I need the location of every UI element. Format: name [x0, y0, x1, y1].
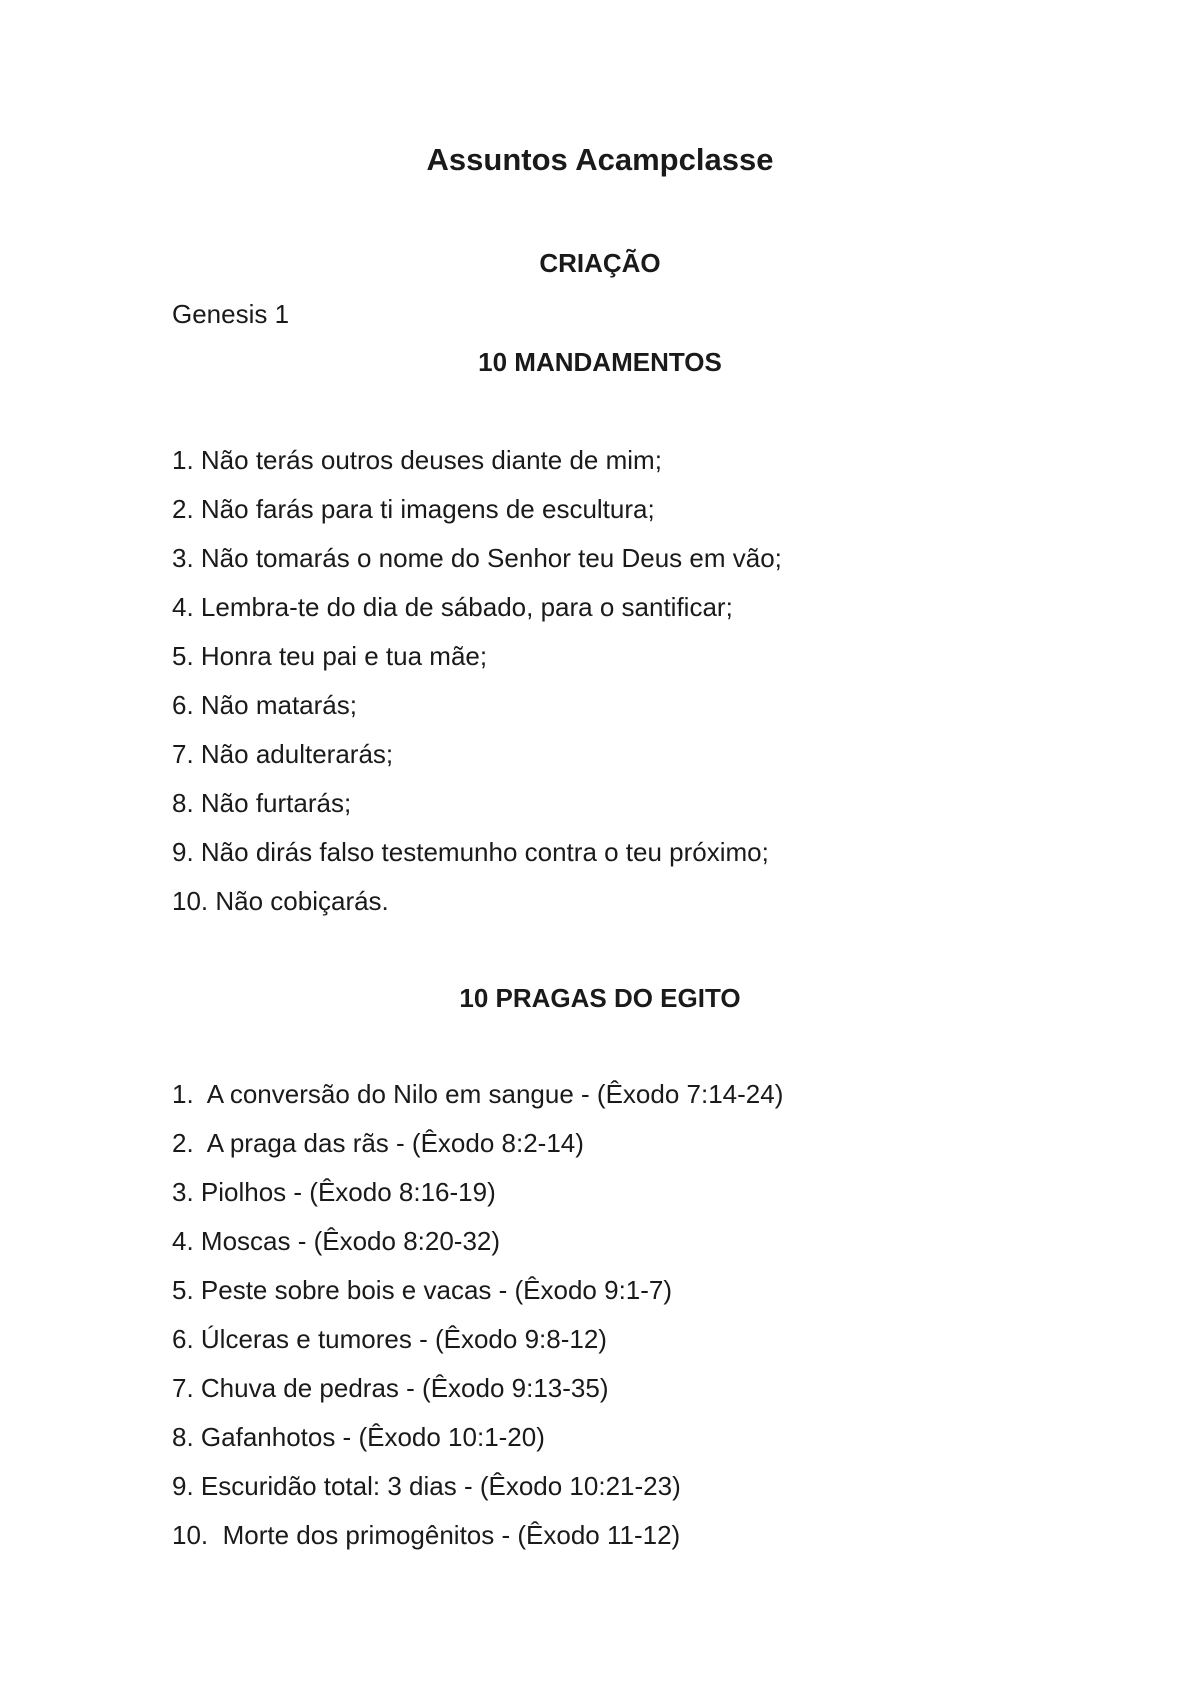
list-item: 3. Não tomarás o nome do Senhor teu Deus em vão;: [172, 543, 782, 573]
criacao-reference: Genesis 1: [172, 299, 290, 329]
list-item: 2. Não farás para ti imagens de escultura;: [172, 494, 655, 524]
list-item: 4. Moscas - (Êxodo 8:20-32): [172, 1226, 501, 1256]
list-item: 4. Lembra-te do dia de sábado, para o santificar;: [172, 592, 733, 622]
list-item: 6. Úlceras e tumores - (Êxodo 9:8-12): [172, 1324, 607, 1354]
pragas-list: [172, 1077, 783, 1567]
document-title: Assuntos Acampclasse: [426, 142, 774, 177]
list-item: 9. Não dirás falso testemunho contra o teu próximo;: [172, 837, 769, 867]
list-item: 9. Escuridão total: 3 dias - (Êxodo 10:21-23): [172, 1471, 681, 1501]
section-heading-mandamentos: 10 MANDAMENTOS: [478, 347, 722, 377]
list-item: 10. Não cobiçarás.: [172, 886, 389, 916]
list-item: 7. Não adulterarás;: [172, 739, 394, 769]
list-item: 5. Honra teu pai e tua mãe;: [172, 641, 488, 671]
section-heading-criacao: CRIAÇÃO: [539, 248, 661, 278]
list-item: 5. Peste sobre bois e vacas - (Êxodo 9:1-7): [172, 1275, 673, 1305]
list-item: 1. A conversão do Nilo em sangue - (Êxodo 7:14-24): [172, 1079, 784, 1109]
section-heading-pragas: 10 PRAGAS DO EGITO: [459, 983, 741, 1013]
list-item: 3. Piolhos - (Êxodo 8:16-19): [172, 1177, 496, 1207]
list-item: 7. Chuva de pedras - (Êxodo 9:13-35): [172, 1373, 609, 1403]
list-item: 8. Gafanhotos - (Êxodo 10:1-20): [172, 1422, 545, 1452]
list-item: 1. Não terás outros deuses diante de mim;: [172, 445, 662, 475]
list-item: 2. A praga das rãs - (Êxodo 8:2-14): [172, 1128, 584, 1158]
list-item: 8. Não furtarás;: [172, 788, 352, 818]
mandamentos-list: [172, 443, 782, 933]
list-item: 6. Não matarás;: [172, 690, 357, 720]
list-item: 10. Morte dos primogênitos - (Êxodo 11-12): [172, 1520, 681, 1550]
